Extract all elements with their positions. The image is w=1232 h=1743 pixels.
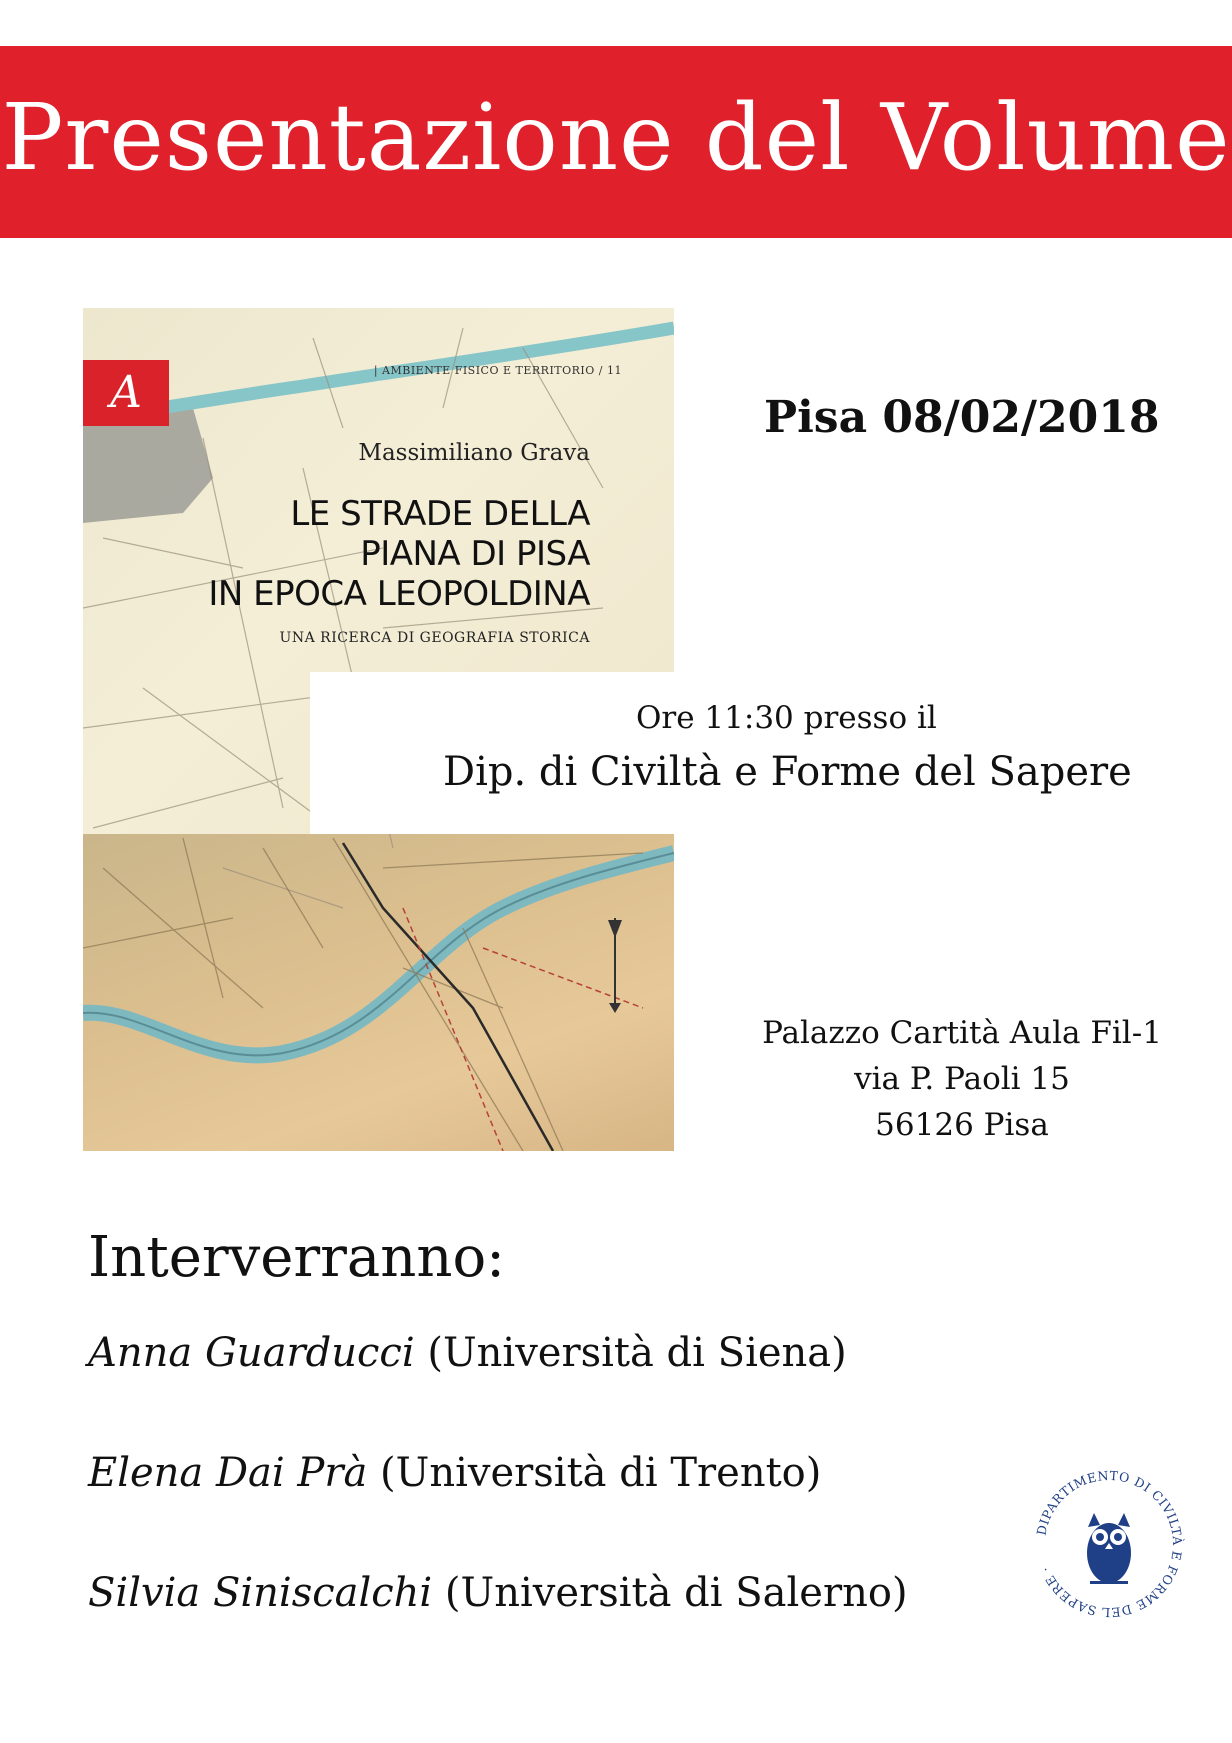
book-subtitle: UNA RICERCA DI GEOGRAFIA STORICA (279, 630, 590, 646)
address-line: 56126 Pisa (875, 1107, 1049, 1143)
speaker-affiliation: (Università di Siena) (414, 1330, 847, 1376)
speaker-affiliation: (Università di Trento) (367, 1450, 822, 1496)
speaker-name: Elena Dai Prà (88, 1450, 368, 1496)
department-seal-logo (1030, 1465, 1188, 1623)
speaker-item (88, 1330, 847, 1376)
address-line: via P. Paoli 15 (854, 1061, 1070, 1097)
speaker-affiliation: (Università di Salerno) (432, 1570, 908, 1616)
publisher-logo: A (83, 360, 169, 426)
speaker-name: Anna Guarducci (88, 1330, 415, 1376)
event-venue: Dip. di Civiltà e Forme del Sapere (443, 749, 1132, 795)
speaker-name: Silvia Siniscalchi (88, 1570, 433, 1616)
book-title-line: LE STRADE DELLA (290, 494, 590, 534)
book-title (208, 494, 590, 614)
address-line: Palazzo Cartità Aula Fil-1 (762, 1015, 1162, 1051)
page-title: Presentazione del Volume (1, 84, 1231, 191)
seal-text: DIPARTIMENTO DI CIVILTÀ E FORME DEL SAPERE · (1033, 1467, 1186, 1621)
event-time: Ore 11:30 presso il (636, 700, 937, 736)
speaker-item (88, 1450, 821, 1496)
book-author: Massimiliano Grava (358, 440, 590, 466)
owl-icon (1087, 1513, 1131, 1584)
event-date: Pisa 08/02/2018 (764, 392, 1160, 443)
event-address (742, 1010, 1182, 1148)
book-title-line: IN EPOCA LEOPOLDINA (208, 574, 590, 614)
speaker-item (88, 1570, 908, 1616)
speakers-heading: Interverranno: (88, 1225, 506, 1290)
book-title-line: PIANA DI PISA (360, 534, 590, 574)
series-label: | AMBIENTE FISICO E TERRITORIO / 11 (373, 364, 622, 377)
